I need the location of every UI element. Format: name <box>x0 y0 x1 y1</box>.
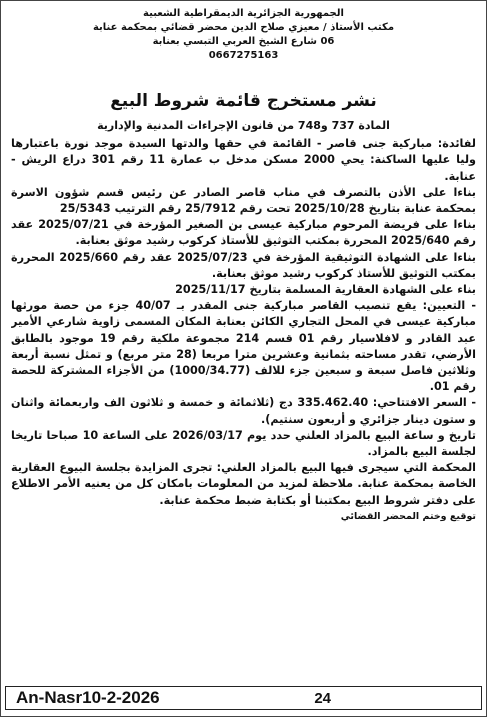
republic-line: الجمهورية الجزائرية الديمقراطية الشعبية <box>143 8 344 19</box>
paragraph-starting-price: - السعر الافتتاحي: 335.462.40 دج (ثلاثمائة و خمسة و ثلاثون الف واربعمائة واثنان و ستون دينار جزائري و أربعون سنتيم). <box>11 396 476 426</box>
notice-body <box>11 118 476 658</box>
legal-reference: المادة 737 و748 من قانون الإجراءات المدنية والإدارية <box>97 119 390 132</box>
paragraph-land-certificate: بناء على الشهادة العقارية المسلمة بتاريخ 2025/11/17 <box>175 283 476 297</box>
notice-header <box>1 7 486 63</box>
notice-title: نشر مستخرج قائمة شروط البيع <box>110 91 377 111</box>
paragraph-auction-date: تاريخ و ساعة البيع بالمزاد العلني حدد يوم 2026/03/17 على الساعة 10 صباحا تاريخا لجلسة البيع بالمزاد. <box>11 428 476 459</box>
signature-line: توقيع وختم المحضر القضائي <box>340 510 476 522</box>
publication-date: An-Nasr10-2-2026 <box>16 688 160 707</box>
bailiff-office: مكتب الأستاذ / معيزي صلاح الدين محضر قضائي بمحكمة عنابة <box>92 22 395 33</box>
paragraph-notarial-certificate: بناءا على الشهادة التوثيقية المؤرخة في 2025/07/23 عقد رقم 2025/660 المحررة بمكتب التوثيق للأستاذ كركوب رشيد موثق بعنابة. <box>11 250 476 280</box>
office-address: 06 شارع الشيخ العربي التبسي بعنابة <box>152 36 335 47</box>
paragraph-inheritance: بناءا على فريضة المرحوم مباركية عيسى بن الصغير المؤرخة في 2025/07/21 عقد رقم 2025/640 المحررة بمكتب التوثيق للأستاذ كركوب رشيد موثق بعنابة. <box>11 218 476 248</box>
paragraph-designation: - التعيين: يقع تنصيب القاصر مباركية جنى المقدر بـ 40/07 جزء من حصة مورثها مباركية عيسى في المحل التجاري الكائن بعنابة المكان المسمى زاوية شارعي الأمير عبد القادر و لافلاسيار رقم 01 قسم 214 مجموعة ملكية رقم 19 موجود بالطابق الأرضي، تقدر مساحته بثمانية وعشرين مترا مربعا (28 متر مربع) و تمثل نسبة أربعة وثلاثين فاصل سبعة و سبعين جزء للالف (1000/34.77) من الأجزاء المشتركة للحصة رقم 01. <box>11 299 476 394</box>
paragraph-court: المحكمة التي سيجرى فيها البيع بالمزاد العلني: تجرى المزايدة بجلسة البيوع العقارية الخاصة بمحكمة عنابة. ملاحظة لمزيد من المعلومات بامكان كل من يعنيه الأمر الاطلاع على دفتر شروط البيع بمكتبنا أو بكتابة ضبط محكمة عنابة. <box>11 461 476 507</box>
office-phone: 0667275163 <box>208 50 279 61</box>
page-number: 24 <box>314 689 331 707</box>
paragraph-authorization: بناءا على الأذن بالتصرف في مناب قاصر الصادر عن رئيس قسم شؤون الاسرة بمحكمة عنابة بتاريخ 2025/10/28 تحت رقم 25/7912 رقم الترتيب 25/5343 <box>11 185 476 216</box>
paragraph-beneficiary: لفائدة: مباركية جنى قاصر - القائمة في حقها والدتها السيدة موجد نورة باعتبارها وليا عليها الساكنة: يحي 2000 مسكن مدخل ب عمارة 11 رقم 301 دراع الريش - عنابة. <box>11 137 476 183</box>
page-footer <box>5 686 482 710</box>
